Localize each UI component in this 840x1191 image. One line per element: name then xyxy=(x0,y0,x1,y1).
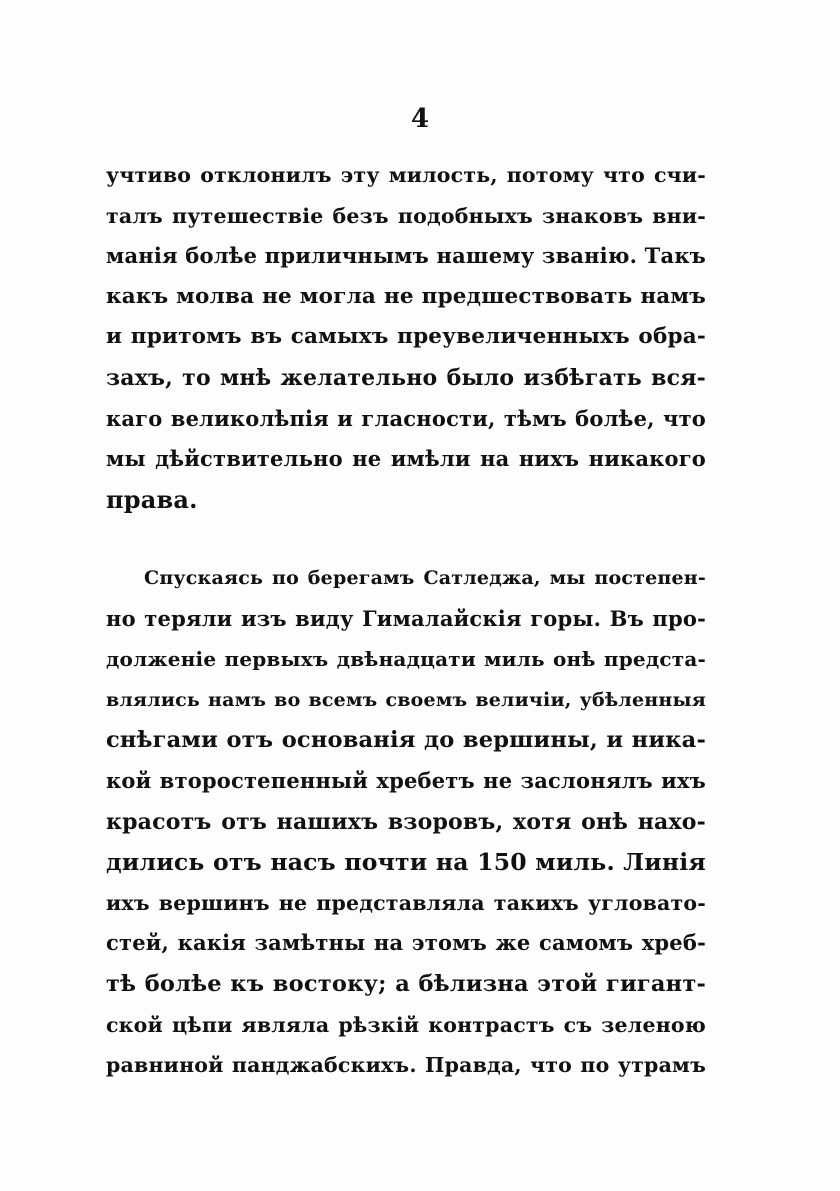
text-line: равниной панджабскихъ. Правда, что по утрамъ xyxy=(106,1053,706,1078)
paragraph-2 xyxy=(106,558,706,1086)
text-line: ихъ вершинъ не представляла такихъ угловато- xyxy=(106,890,706,915)
text-line: ской цѣпи являла рѣзкій контрастъ съ зеленою xyxy=(106,1012,706,1037)
page-number: 4 xyxy=(410,104,430,134)
text-line: захъ, то мнѣ желательно было избѣгать вся- xyxy=(106,364,706,391)
text-line: каго великолѣпія и гласности, тѣмъ болѣе, что xyxy=(106,405,706,431)
paragraph-1 xyxy=(106,155,706,520)
text-line: влялись намъ во всемъ своемъ величіи, убѣленныя xyxy=(106,688,706,711)
text-line: стей, какія замѣтны на этомъ же самомъ хреб- xyxy=(106,930,706,956)
text-line: талъ путешествіе безъ подобныхъ знаковъ вни- xyxy=(106,203,706,228)
text-line: какъ молва не могла не предшествовать намъ xyxy=(106,283,706,309)
text-line: но теряли изъ виду Гималайскія горы. Въ про- xyxy=(106,605,706,631)
text-line: тѣ болѣе къ востоку; а бѣлизна этой гигант- xyxy=(106,970,706,997)
text-line: Спускаясь по берегамъ Сатледжа, мы постепен- xyxy=(144,567,706,589)
text-line: права. xyxy=(106,484,198,514)
text-line: учтиво отклонилъ эту милость, потому что счи- xyxy=(106,163,706,187)
text-line: долженіе первыхъ двѣнадцати миль онѣ предста- xyxy=(106,647,706,672)
text-line: и притомъ въ самыхъ преувеличенныхъ обра- xyxy=(106,324,706,350)
text-line: снѣгами отъ основанія до вершины, и ника- xyxy=(106,727,706,754)
text-line: мы дѣйствительно не имѣли на нихъ никакого xyxy=(106,446,706,472)
text-line: дились отъ насъ почти на 150 миль. Линія xyxy=(106,848,706,877)
text-line: манія болѣе приличнымъ нашему званію. Такъ xyxy=(106,243,706,269)
text-line: кой второстепенный хребетъ не заслонялъ ихъ xyxy=(106,767,706,793)
text-line: красотъ отъ нашихъ взоровъ, хотя онѣ нахо- xyxy=(106,808,706,835)
